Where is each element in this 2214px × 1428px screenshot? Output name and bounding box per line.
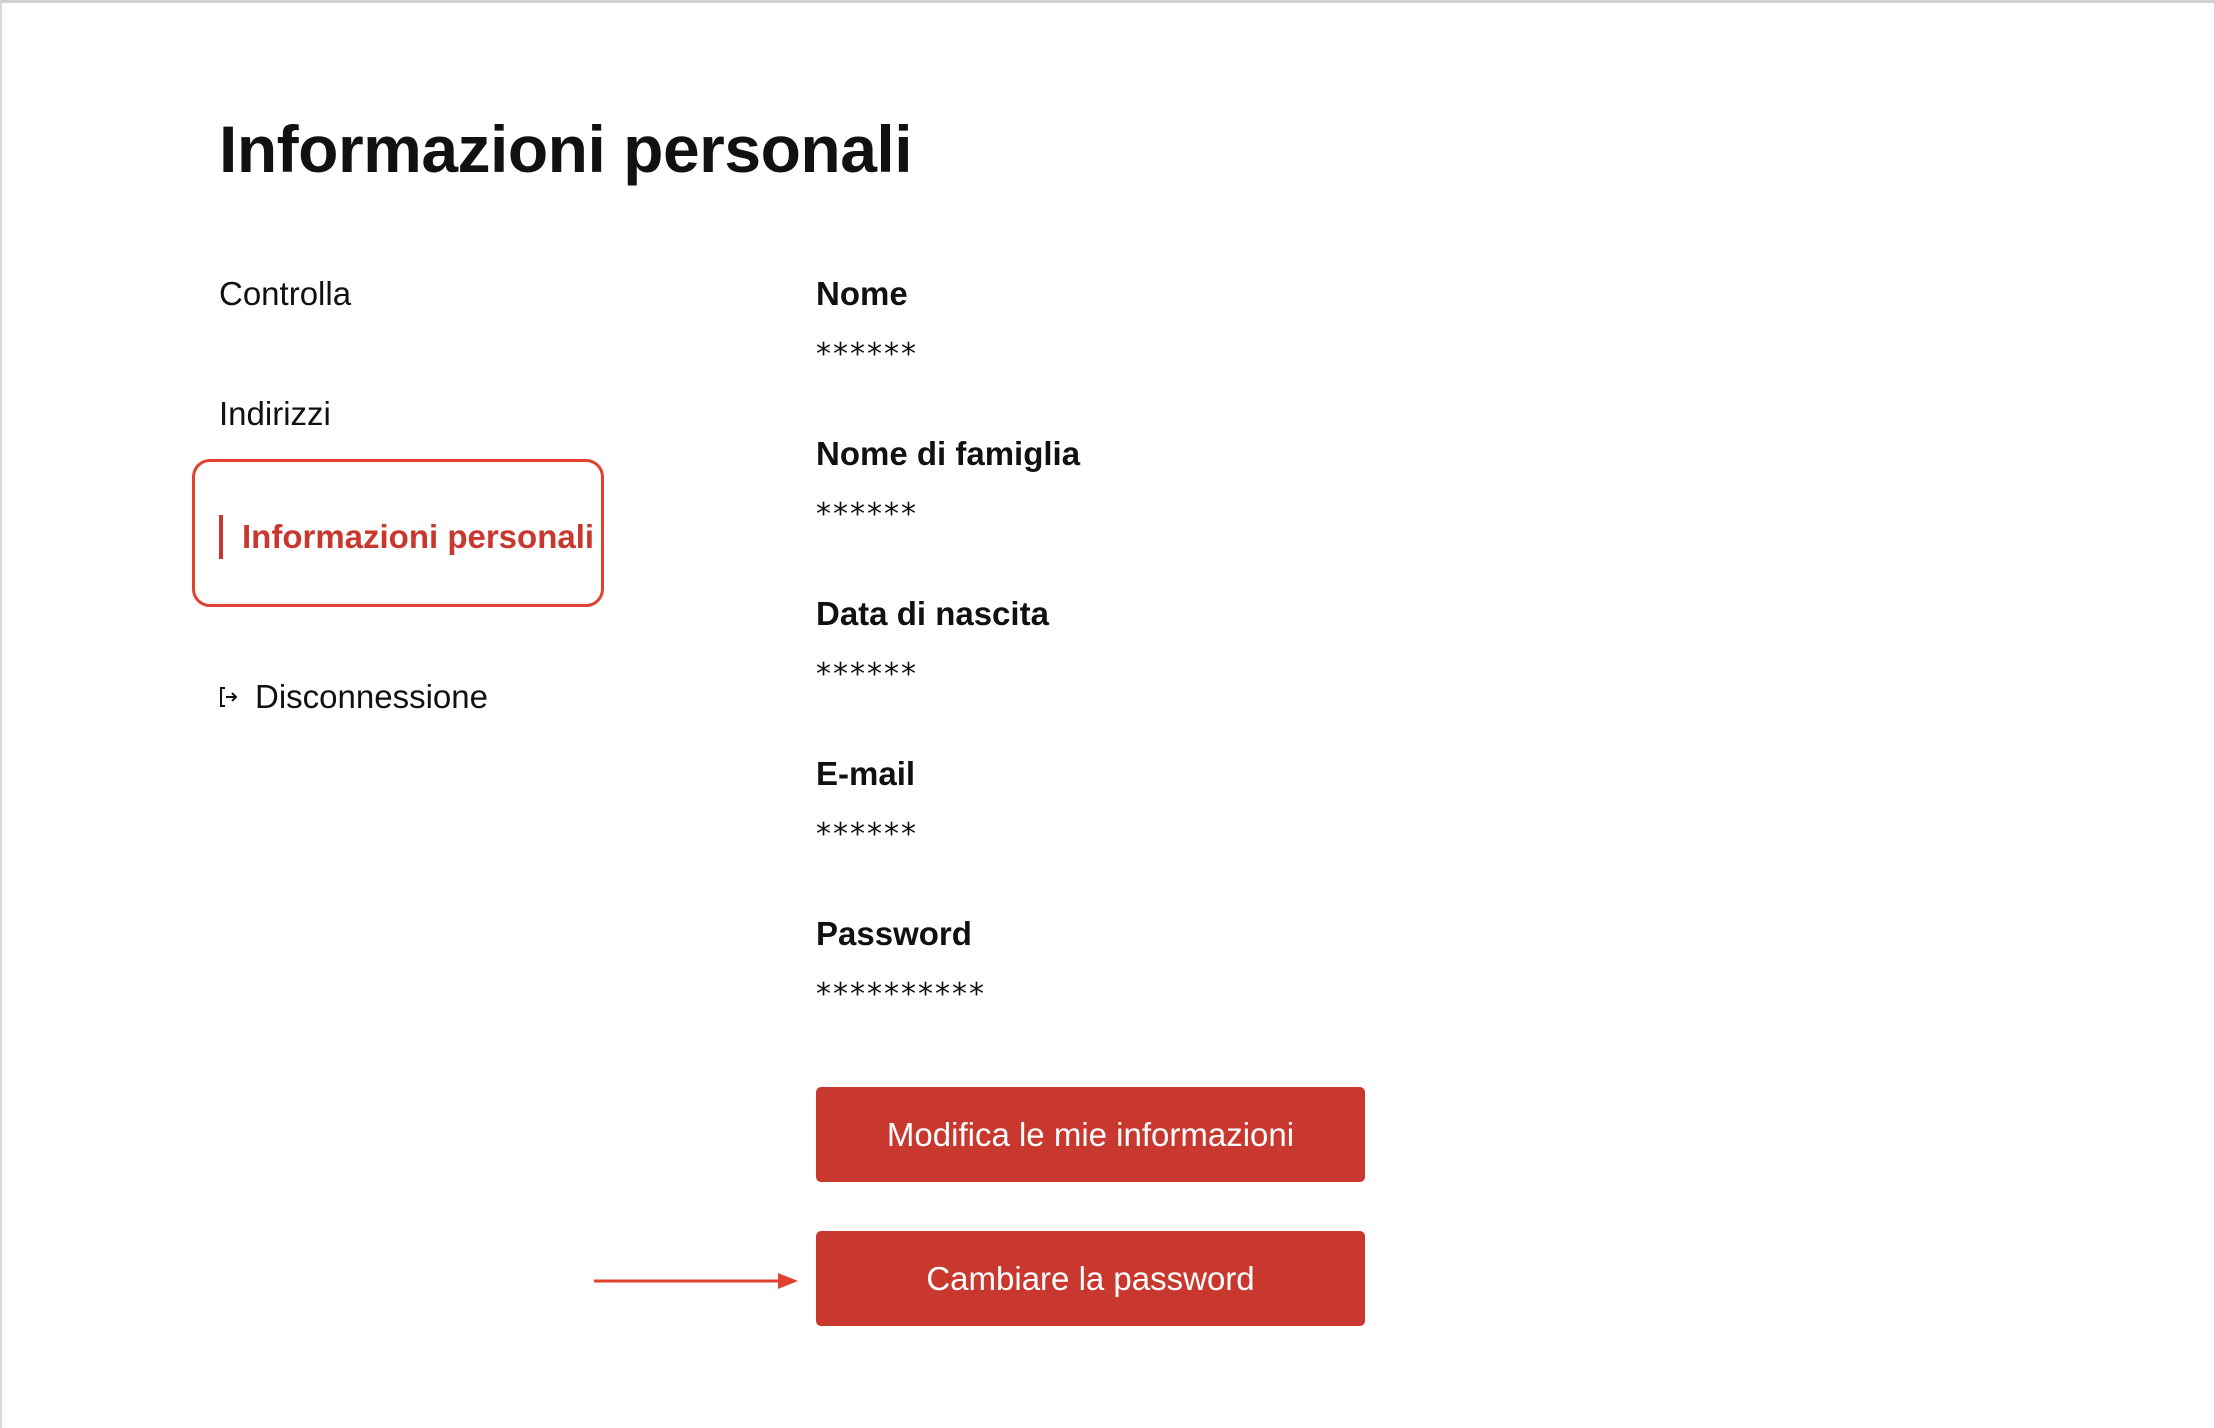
sidebar-item-label: Indirizzi xyxy=(219,395,331,432)
field-data-di-nascita xyxy=(816,595,1049,692)
sidebar-item-disconnessione[interactable] xyxy=(219,678,488,716)
field-value: ****** xyxy=(816,497,918,532)
field-label: Password xyxy=(816,915,972,952)
logout-icon xyxy=(219,686,239,708)
field-label: Nome xyxy=(816,275,908,312)
field-label: E-mail xyxy=(816,755,916,792)
field-email xyxy=(816,755,918,852)
field-value: ****** xyxy=(816,817,918,852)
field-label: Nome di famiglia xyxy=(816,435,1081,472)
field-value: ****** xyxy=(816,657,918,692)
edit-info-button[interactable]: Modifica le mie informazioni xyxy=(816,1087,1365,1182)
field-nome xyxy=(816,275,918,372)
field-value: ****** xyxy=(816,337,918,372)
sidebar-item-controlla[interactable] xyxy=(219,275,351,313)
field-nome-di-famiglia xyxy=(816,435,1080,532)
sidebar-item-label: Informazioni personali xyxy=(242,518,595,555)
change-password-button[interactable]: Cambiare la password xyxy=(816,1231,1365,1326)
sidebar-item-label: Disconnessione xyxy=(255,678,488,715)
field-label: Data di nascita xyxy=(816,595,1049,632)
annotation-arrow-icon xyxy=(594,1269,799,1293)
sidebar-item-label: Controlla xyxy=(219,275,352,312)
sidebar-item-informazioni-personali[interactable] xyxy=(219,515,594,559)
field-value: ********** xyxy=(816,977,986,1012)
sidebar-item-indirizzi[interactable] xyxy=(219,395,331,433)
field-password xyxy=(816,915,986,1012)
page-title: Informazioni personali xyxy=(219,112,913,186)
